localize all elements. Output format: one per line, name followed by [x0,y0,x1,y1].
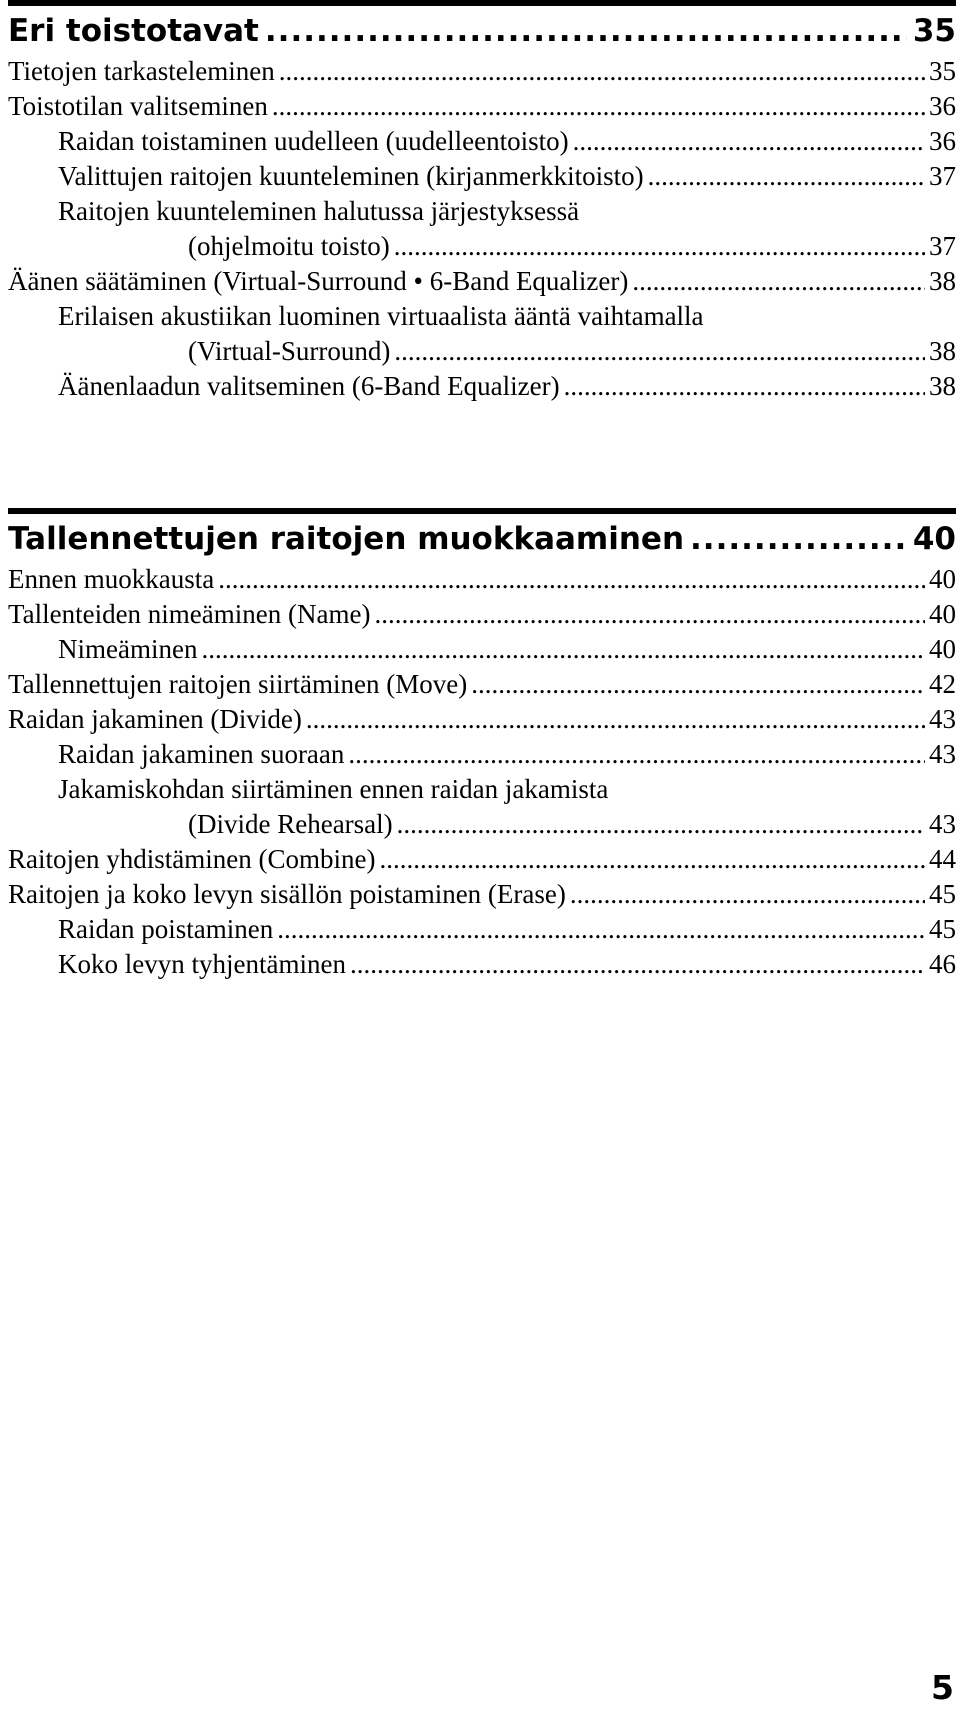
leader-dots [397,807,925,842]
leader-dots [564,369,925,404]
toc-entry-label: Ennen muokkausta [8,564,215,594]
toc-entry-page: 36 [929,91,956,121]
toc-section-editing [8,508,956,982]
leader-dots [306,702,925,737]
toc-entry-label: Toistotilan valitseminen [8,91,268,121]
toc-entry-label: Tallenteiden nimeäminen (Name) [8,599,371,629]
section-page-number: 40 [912,521,956,557]
toc-entry[interactable] [8,562,956,597]
leader-dots [471,667,925,702]
toc-section-playback [8,0,956,404]
section-heading [8,10,956,52]
leader-dots [648,159,925,194]
section-heading [8,518,956,560]
section-divider [8,508,956,514]
toc-entry-page: 37 [929,231,956,261]
leader-dots [394,229,925,264]
toc-entry-label: Raidan jakaminen suoraan [58,739,345,769]
toc-subentry[interactable] [8,369,956,404]
toc-entry-label: Raitojen yhdistäminen (Combine) [8,844,376,874]
toc-subentry[interactable] [8,772,956,807]
toc-entry-label: Tallennettujen raitojen siirtäminen (Move) [8,669,468,699]
section-divider [8,0,956,6]
toc-entry-page: 38 [929,371,956,401]
leader-dots [394,334,925,369]
toc-entry-label: Erilaisen akustiikan luominen virtuaalista ääntä vaihtamalla [58,301,704,331]
leader-dots [690,518,907,560]
toc-entry[interactable] [8,877,956,912]
toc-subentry[interactable] [8,159,956,194]
leader-dots [350,947,925,982]
toc-subentry[interactable] [8,124,956,159]
section-title-text: Eri toistotavat [8,13,259,49]
leader-dots [218,562,925,597]
toc-entry-label: Raidan toistaminen uudelleen (uudelleentoisto) [58,126,569,156]
toc-entry-label: Raitojen ja koko levyn sisällön poistaminen (Erase) [8,879,566,909]
toc-entry-label: (Divide Rehearsal) [188,809,393,839]
toc-entry-list [8,562,956,982]
toc-entry[interactable] [8,264,956,299]
toc-entry-page: 43 [929,704,956,734]
toc-entry-page: 38 [929,266,956,296]
leader-dots [277,912,925,947]
leader-dots [374,597,925,632]
leader-dots [279,54,925,89]
toc-subentry[interactable] [8,632,956,667]
toc-entry-label: Raitojen kuunteleminen halutussa järjestyksessä [58,196,580,226]
leader-dots [573,124,925,159]
section-title-text: Tallennettujen raitojen muokkaaminen [8,521,685,557]
toc-entry-page: 37 [929,161,956,191]
toc-subentry-continuation[interactable] [8,334,956,369]
toc-subentry-continuation[interactable] [8,229,956,264]
leader-dots [379,842,925,877]
toc-entry[interactable] [8,597,956,632]
toc-subentry[interactable] [8,194,956,229]
toc-entry-label: Äänen säätäminen (Virtual-Surround • 6-Band Equalizer) [8,266,629,296]
leader-dots [265,10,907,52]
leader-dots [272,89,925,124]
toc-entry-page: 43 [929,739,956,769]
toc-subentry[interactable] [8,299,956,334]
leader-dots [570,877,925,912]
toc-entry-label: Nimeäminen [58,634,198,664]
toc-entry[interactable] [8,89,956,124]
section-page-number: 35 [912,13,956,49]
toc-entry[interactable] [8,702,956,737]
leader-dots [632,264,925,299]
toc-entry[interactable] [8,667,956,702]
toc-entry-label: Raidan jakaminen (Divide) [8,704,302,734]
toc-entry-label: Äänenlaadun valitseminen (6-Band Equalizer) [58,371,560,401]
toc-entry-page: 40 [929,599,956,629]
toc-subentry[interactable] [8,912,956,947]
toc-entry[interactable] [8,54,956,89]
leader-dots [348,737,925,772]
toc-entry-page: 44 [929,844,956,874]
toc-entry-page: 42 [929,669,956,699]
leader-dots [201,632,925,667]
toc-entry-label: Raidan poistaminen [58,914,274,944]
toc-entry-label: (ohjelmoitu toisto) [188,231,390,261]
toc-subentry[interactable] [8,737,956,772]
page-number: 5 [931,1668,954,1707]
toc-entry-page: 35 [929,56,956,86]
toc-subentry-continuation[interactable] [8,807,956,842]
toc-entry-page: 43 [929,809,956,839]
toc-entry-page: 36 [929,126,956,156]
toc-entry-list [8,54,956,404]
toc-entry-label: Valittujen raitojen kuunteleminen (kirjanmerkkitoisto) [58,161,644,191]
toc-entry-page: 45 [929,879,956,909]
toc-entry-page: 38 [929,336,956,366]
toc-entry-page: 40 [929,634,956,664]
toc-entry-page: 46 [929,949,956,979]
toc-entry-label: Koko levyn tyhjentäminen [58,949,346,979]
toc-subentry[interactable] [8,947,956,982]
toc-entry-label: (Virtual-Surround) [188,336,391,366]
toc-entry[interactable] [8,842,956,877]
toc-entry-page: 40 [929,564,956,594]
toc-entry-page: 45 [929,914,956,944]
toc-entry-label: Jakamiskohdan siirtäminen ennen raidan jakamista [58,774,609,804]
toc-entry-label: Tietojen tarkasteleminen [8,56,275,86]
